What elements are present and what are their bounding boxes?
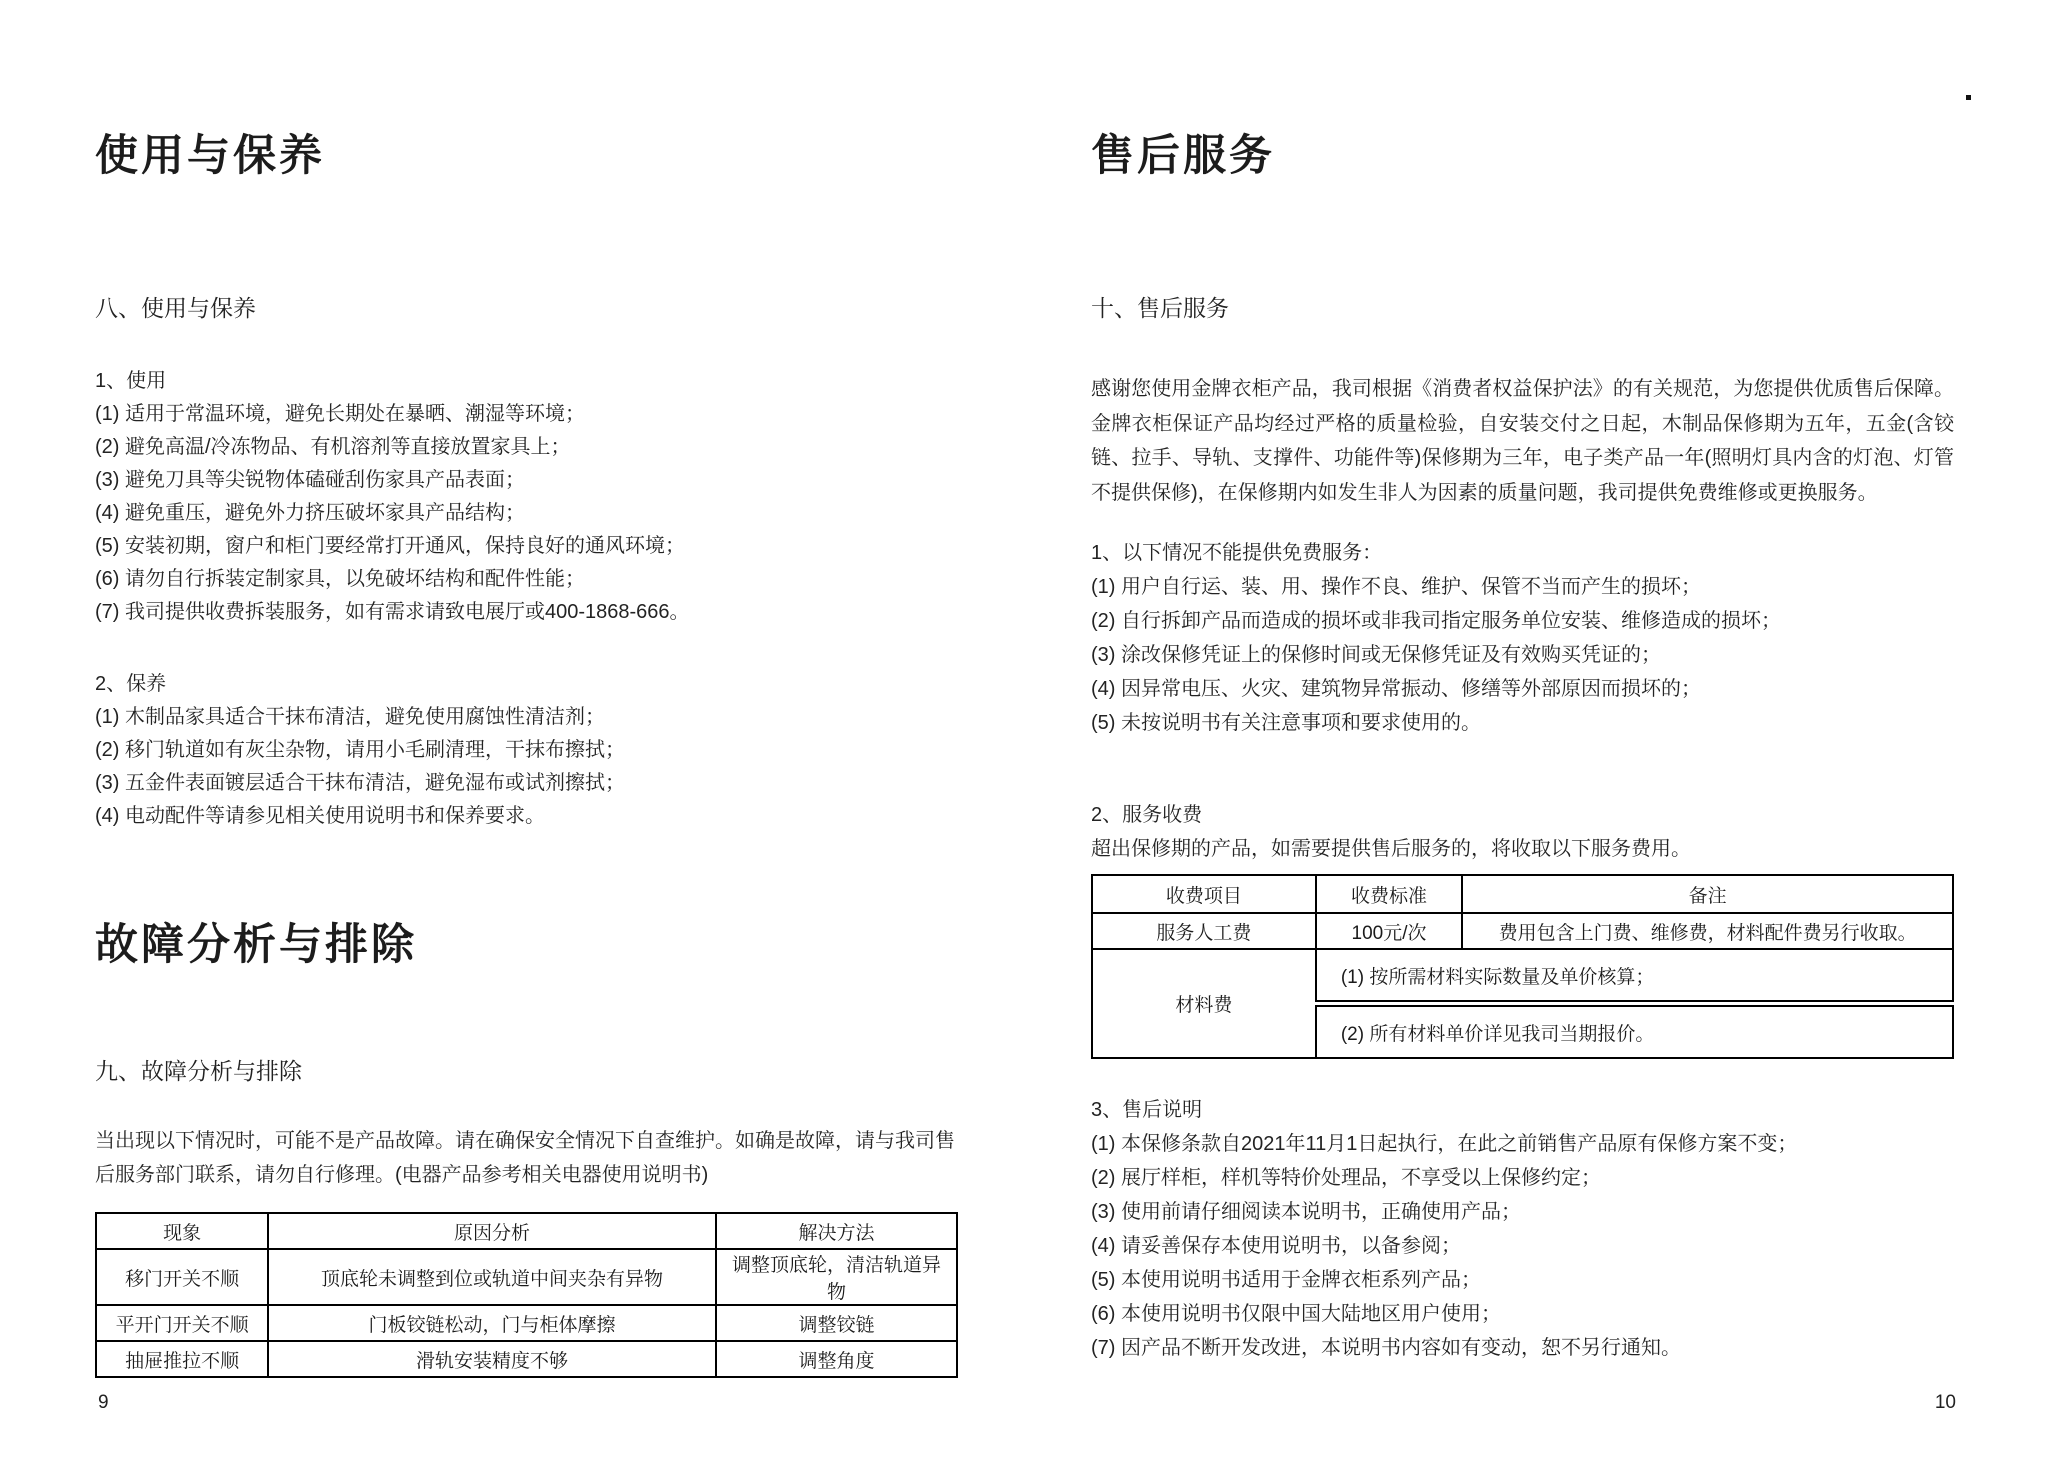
table-header-cell: 收费项目 [1092, 875, 1316, 913]
table-row [96, 1305, 957, 1341]
table-cell: 移门开关不顺 [96, 1249, 268, 1305]
service-fee-table [1091, 874, 1954, 1059]
list-item: (2) 避免高温/冷冻物品、有机溶剂等直接放置家具上； [95, 436, 571, 458]
list-item: (2) 移门轨道如有灰尘杂物，请用小毛刷清理，干抹布擦拭； [95, 739, 625, 761]
table-cell: 调整铰链 [716, 1305, 957, 1341]
list-item: (2) 展厅样柜，样机等特价处理品，不享受以上保修约定； [1091, 1167, 1601, 1189]
section-heading-8: 八、使用与保养 [95, 295, 256, 321]
list-item: (3) 避免刀具等尖锐物体磕碰刮伤家具产品表面； [95, 469, 525, 491]
table-cell: 100元/次 [1316, 913, 1462, 949]
usage-heading: 1、使用 [95, 370, 167, 392]
list-item: (3) 五金件表面镀层适合干抹布清洁，避免湿布或试剂擦拭； [95, 772, 625, 794]
list-item: (7) 我司提供收费拆装服务，如有需求请致电展厅或400-1868-666。 [95, 601, 690, 623]
table-cell: 平开门开关不顺 [96, 1305, 268, 1341]
list-item: (6) 请勿自行拆装定制家具，以免破坏结构和配件性能； [95, 568, 585, 590]
list-item: (3) 涂改保修凭证上的保修时间或无保修凭证及有效购买凭证的； [1091, 644, 1661, 666]
table-row [96, 1341, 957, 1377]
table-header-cell: 现象 [96, 1213, 268, 1249]
table-cell: 服务人工费 [1092, 913, 1316, 949]
care-section [95, 668, 958, 833]
care-heading: 2、保养 [95, 673, 167, 695]
fault-table [95, 1212, 958, 1378]
table-cell: 调整顶底轮，清洁轨道异物 [716, 1249, 957, 1305]
table-header-cell: 收费标准 [1316, 875, 1462, 913]
table-cell: 费用包含上门费、维修费，材料配件费另行收取。 [1462, 913, 1953, 949]
table-header-cell: 备注 [1462, 875, 1953, 913]
list-item: (1) 本保修条款自2021年11月1日起执行，在此之前销售产品原有保修方案不变； [1091, 1133, 1798, 1155]
service-fee-note: 超出保修期的产品，如需要提供售后服务的，将收取以下服务费用。 [1091, 838, 1691, 860]
table-row [96, 1249, 957, 1305]
service-fee-heading: 2、服务收费 [1091, 804, 1203, 826]
table-header-cell: 解决方法 [716, 1213, 957, 1249]
table-row-material-fee [1092, 949, 1953, 1004]
page-title-fault-analysis: 故障分析与排除 [95, 921, 417, 969]
section-heading-10: 十、售后服务 [1091, 295, 1229, 321]
list-item: (4) 电动配件等请参见相关使用说明书和保养要求。 [95, 805, 545, 827]
warranty-intro-paragraph: 感谢您使用金牌衣柜产品，我司根据《消费者权益保护法》的有关规范，为您提供优质售后保障。金牌衣柜保证产品均经过严格的质量检验，自安装交付之日起，木制品保修期为五年，五金(含铰链、拉手、导轨、支撑件、功能件等)保修期为三年，电子类产品一年(照明灯具内含的灯泡、灯管不提供保修)，在保修期内如发生非人为因素的质量问题，我司提供免费维修或更换服务。 [1091, 378, 1954, 504]
list-item: (4) 因异常电压、火灾、建筑物异常振动、修缮等外部原因而损坏的； [1091, 678, 1701, 700]
list-item: (1) 用户自行运、装、用、操作不良、维护、保管不当而产生的损坏； [1091, 576, 1701, 598]
fault-intro-paragraph: 当出现以下情况时，可能不是产品故障。请在确保安全情况下自查维护。如确是故障，请与我司售后服务部门联系，请勿自行修理。(电器产品参考相关电器使用说明书) [95, 1130, 955, 1186]
table-cell: 材料费 [1092, 949, 1316, 1058]
list-item: (7) 因产品不断开发改进，本说明书内容如有变动，恕不另行通知。 [1091, 1337, 1681, 1359]
table-header-cell: 原因分析 [268, 1213, 716, 1249]
table-header-row [96, 1213, 957, 1249]
table-cell: 调整角度 [716, 1341, 957, 1377]
list-item: (4) 请妥善保存本使用说明书，以备参阅； [1091, 1235, 1461, 1257]
list-item: (4) 避免重压，避免外力挤压破坏家具产品结构； [95, 502, 525, 524]
usage-section [95, 365, 958, 629]
list-item: (1) 适用于常温环境，避免长期处在暴晒、潮湿等环境； [95, 403, 585, 425]
table-cell: 抽屉推拉不顺 [96, 1341, 268, 1377]
page-number: 10 [1934, 1392, 1956, 1413]
table-header-row [1092, 875, 1953, 913]
page-number: 9 [98, 1392, 109, 1413]
table-cell: 顶底轮未调整到位或轨道中间夹杂有异物 [268, 1249, 716, 1305]
list-item: (5) 未按说明书有关注意事项和要求使用的。 [1091, 712, 1481, 734]
no-free-service-section [1091, 536, 1954, 740]
table-row-labor-fee [1092, 913, 1953, 949]
list-item: (6) 本使用说明书仅限中国大陆地区用户使用； [1091, 1303, 1501, 1325]
table-cell: (1) 按所需材料实际数量及单价核算； [1316, 949, 1953, 1004]
list-item: (5) 安装初期，窗户和柜门要经常打开通风，保持良好的通风环境； [95, 535, 685, 557]
page-title-after-sales: 售后服务 [1091, 132, 1275, 180]
list-item: (2) 自行拆卸产品而造成的损坏或非我司指定服务单位安装、维修造成的损坏； [1091, 610, 1781, 632]
list-item: (5) 本使用说明书适用于金牌衣柜系列产品； [1091, 1269, 1481, 1291]
page-right [1024, 0, 2048, 1464]
table-cell: 门板铰链松动，门与柜体摩擦 [268, 1305, 716, 1341]
service-fee-section [1091, 798, 1954, 866]
after-sales-notes-section [1091, 1093, 1954, 1365]
list-item: (1) 木制品家具适合干抹布清洁，避免使用腐蚀性清洁剂； [95, 706, 605, 728]
no-free-service-heading: 1、以下情况不能提供免费服务： [1091, 542, 1383, 564]
page-title-use-care: 使用与保养 [95, 132, 325, 180]
table-cell: 滑轨安装精度不够 [268, 1341, 716, 1377]
list-item: (3) 使用前请仔细阅读本说明书，正确使用产品； [1091, 1201, 1521, 1223]
table-cell: (2) 所有材料单价详见我司当期报价。 [1316, 1004, 1953, 1059]
after-sales-notes-heading: 3、售后说明 [1091, 1099, 1203, 1121]
section-heading-9: 九、故障分析与排除 [95, 1058, 302, 1084]
